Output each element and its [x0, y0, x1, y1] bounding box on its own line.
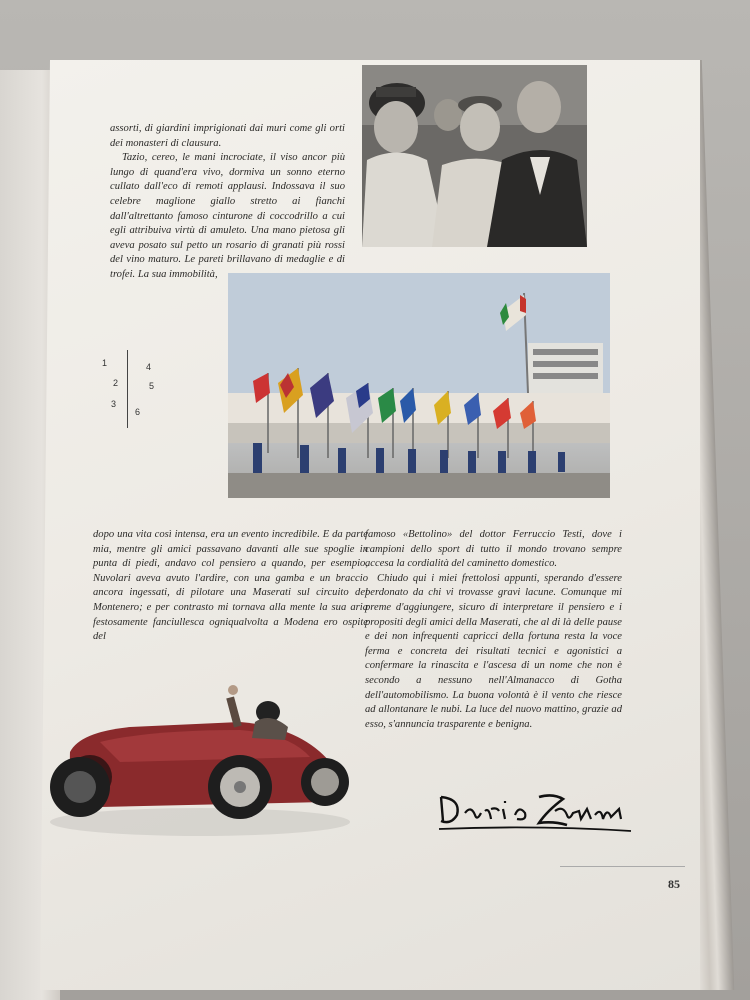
photo-flag-parade: [228, 273, 610, 498]
paragraph: Tazio, cereo, le mani incrociate, il viso ancor più lungo di quand'era vivo, dormiva un sonno eterno cullato dall'eco di remoti applausi. Indossava il suo celebre maglione giallo stretto ai fianchi dall'altrettanto famoso cinturone di coccodrillo a cui egli attribuiva virtù di amuleto. Una mano pietosa gli aveva posato sul petto un rosario di granati più rossi del vino maturo. Le pareti brillavano di medaglie e di trofei. La sua immobilità,: [110, 152, 345, 280]
photo-drivers-group: [362, 65, 587, 247]
legend-number: 5: [149, 381, 155, 391]
legend-number: 1: [102, 358, 108, 368]
legend-number: 6: [135, 407, 141, 417]
footer-rule: [560, 866, 685, 867]
paragraph: famoso «Bettolino» del dottor Ferruccio Testi, dove i campioni dello sport di tutto il mondo trovano sempre accesa la cordialità del caminetto domestico.: [365, 529, 622, 570]
legend-number: 2: [113, 378, 119, 388]
legend-number: 3: [111, 399, 117, 409]
paragraph: dopo una vita così intensa, era un evento incredibile. E da parte mia, mentre gli amici passavano davanti alle sue spoglie in punta di piedi, andavo col pensiero a quando, per esempio, Nuvolari aveva avuto l'ardire, con una gamba e un braccio ancora ingessati, di pilotare una Maserati sul circuito del Montenero; e per contrasto mi tornava alla mente la sua aria festosamente fanciullesca ogniqualvolta a Modena ero ospite del: [93, 529, 368, 643]
author-signature: [435, 785, 635, 835]
paragraph: Chiudo qui i miei frettolosi appunti, sperando d'essere perdonato da chi vi trovasse gravi lacune. Comunque mi preme d'aggiungere, sicuro di interpretare il pensiero e i propositi degli amici della Maserati, che al di là delle pause e dei non infrequenti capricci della fortuna resta la voce ferma e concreta dei risultati tecnici e agonistici a confermare la rinascita e l'ascesa di un nome che non è secondo a nessuno nell'Almanacco di Gotha dell'automobilismo. La buona volontà è il vento che riesce ad allontanare le nubi. La luce del nuovo mattino, grazie ad esso, s'annuncia trasparente e benigna.: [365, 572, 622, 730]
text-column-left: [93, 528, 368, 645]
race-car-photo: [40, 672, 350, 842]
page-number: 85: [668, 877, 680, 891]
photo-legend: [100, 350, 160, 430]
text-column-right: [365, 528, 622, 732]
paragraph: assorti, di giardini imprigionati dai muri come gli orti dei monasteri di clausura.: [110, 123, 345, 149]
text-column-top: [110, 122, 345, 283]
legend-number: 4: [146, 362, 152, 372]
legend-divider: [127, 350, 128, 428]
